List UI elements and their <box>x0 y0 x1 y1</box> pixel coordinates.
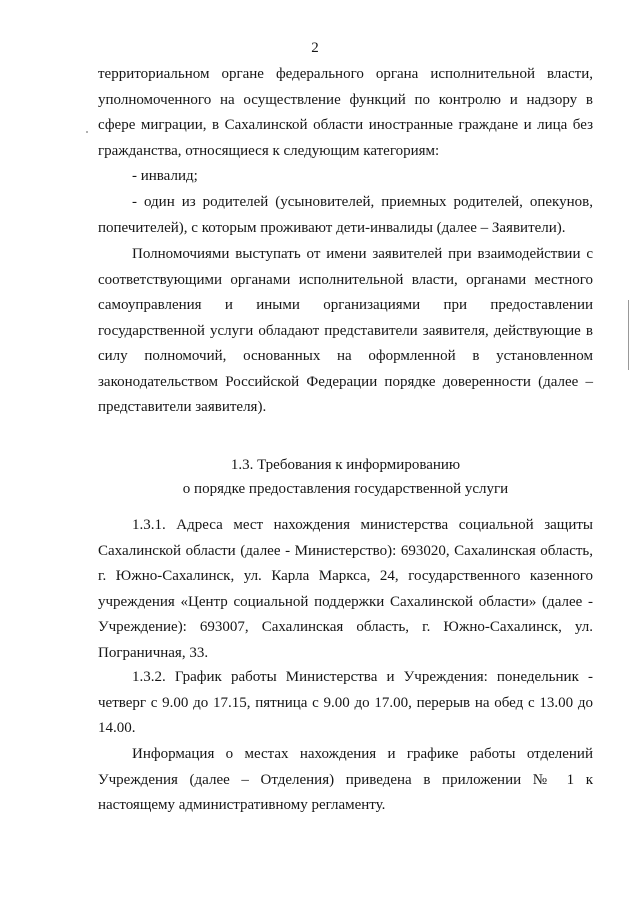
paragraph-representatives: Полномочиями выступать от имени заявителей при взаимодействии с соответствующими органами исполнительной власти, органами местного самоуправления и иными организациями при предоставлении государственной услуги обладают представители заявителя, действующие в силу полномочий, основанных на оформленной в установленном законодательством Российской Федерации порядке доверенности (далее – представители заявителя). <box>98 246 593 415</box>
page-number: 2 <box>311 40 319 56</box>
list-item-disabled: - инвалид; <box>132 168 198 184</box>
paragraph-addresses: 1.3.1. Адреса мест нахождения министерства социальной защиты Сахалинской области (далее - Министерство): 693020, Сахалинская область, г. Южно-Сахалинск, ул. Карла Маркса, 24, государственного казенного учреждения «Центр социальной поддержки Сахалинской области» (далее - Учреждение): 693007, Сахалинская область, г. Южно-Сахалинск, ул. Пограничная, 33. <box>98 517 593 661</box>
section-heading-line-1: 1.3. Требования к информированию <box>230 457 461 473</box>
scan-edge-mark <box>628 300 629 370</box>
scan-speck <box>86 131 88 133</box>
paragraph-schedule: 1.3.2. График работы Министерства и Учреждения: понедельник - четверг с 9.00 до 17.15, пятница с 9.00 до 17.00, перерыв на обед с 13.00 до 14.00. <box>98 669 593 736</box>
section-heading-line-2: о порядке предоставления государственной услуги <box>182 481 509 497</box>
paragraph-migration-body: территориальном органе федерального органа исполнительной власти, уполномоченного на осуществление функций по контролю и надзору в сфере миграции, в Сахалинской области иностранные граждане и лица без гражданства, относящиеся к следующим категориям: <box>98 66 593 159</box>
list-item-parent: - один из родителей (усыновителей, приемных родителей, опекунов, попечителей), с которым проживают дети-инвалиды (далее – Заявители). <box>98 194 593 236</box>
paragraph-branches-info: Информация о местах нахождения и графике работы отделений Учреждения (далее – Отделения) приведена в приложении № 1 к настоящему административному регламенту. <box>98 746 593 813</box>
